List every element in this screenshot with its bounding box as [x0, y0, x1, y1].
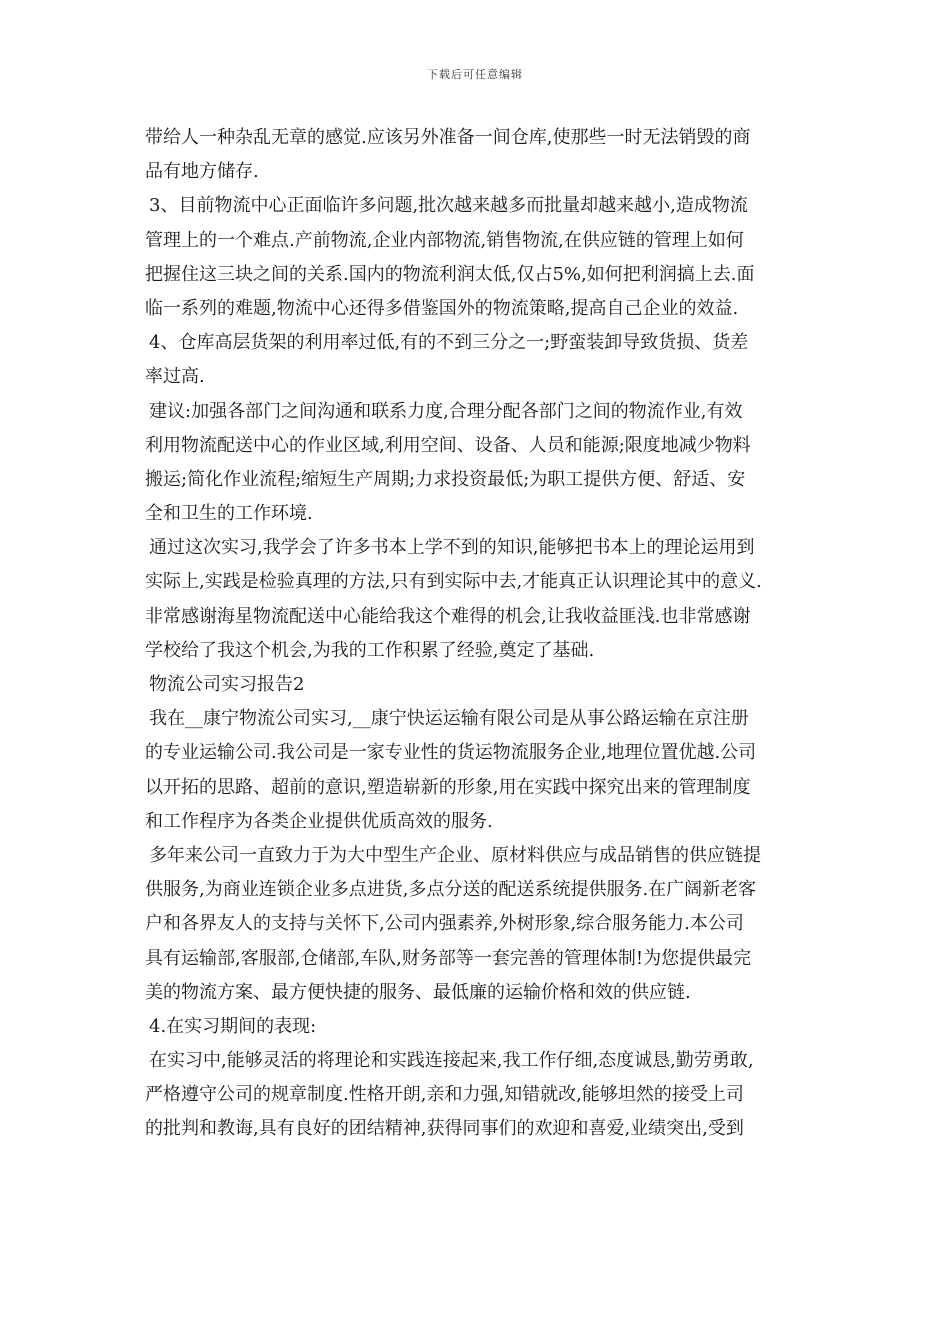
text-line: 的批判和教诲,具有良好的团结精神,获得同事们的欢迎和喜爱,业绩突出,受到: [145, 1118, 744, 1140]
text-line: 学校给了我这个机会,为我的工作积累了经验,奠定了基础.: [145, 639, 595, 661]
text-line: 多年来公司一直致力于为大中型生产企业、原材料供应与成品销售的供应链提: [149, 844, 761, 866]
text-line: 以开拓的思路、超前的意识,塑造崭新的形象,用在实践中探究出来的管理制度: [145, 776, 751, 798]
text-line: 非常感谢海星物流配送中心能给我这个难得的机会,让我收益匪浅.也非常感谢: [145, 605, 751, 627]
text-line: 严格遵守公司的规章制度.性格开朗,亲和力强,知错就改,能够坦然的接受上司: [145, 1084, 744, 1106]
text-line: 带给人一种杂乱无章的感觉.应该另外准备一间仓库,使那些一时无法销毁的商: [145, 127, 751, 148]
text-line: 搬运;简化作业流程;缩短生产周期;力求投资最低;为职工提供方便、舒适、安: [145, 468, 746, 490]
text-line: 和工作程序为各类企业提供优质高效的服务.: [145, 810, 493, 832]
text-line: 的专业运输公司.我公司是一家专业性的货运物流服务企业,地理位置优越.公司: [145, 742, 757, 764]
page-header: 下载后可任意编辑: [427, 68, 523, 81]
text-line: 实际上,实践是检验真理的方法,只有到实际中去,才能真正认识理论其中的意义.: [145, 571, 762, 593]
text-line: 美的物流方案、最方便快捷的服务、最低廉的运输价格和效的供应链.: [145, 981, 691, 1003]
text-line: 利用物流配送中心的作业区域,利用空间、设备、人员和能源;限度地减少物料: [145, 434, 751, 456]
text-line: 通过这次实习,我学会了许多书本上学不到的知识,能够把书本上的理论运用到: [149, 537, 755, 559]
text-line: 户和各界友人的支持与关怀下,公司内强素养,外树形象,综合服务能力.本公司: [145, 913, 744, 935]
text-line: 4.在实习期间的表现:: [149, 1015, 317, 1037]
text-line: 我在__康宁物流公司实习,__康宁快运运输有限公司是从事公路运输在京注册: [149, 708, 749, 730]
document-body: [145, 121, 815, 1147]
text-line: 物流公司实习报告2: [149, 674, 305, 695]
text-line: 4、仓库高层货架的利用率过低,有的不到三分之一;野蛮装卸导致货损、货差: [149, 332, 749, 354]
text-line: 全和卫生的工作环境.: [145, 503, 313, 525]
text-line: 临一系列的难题,物流中心还得多借鉴国外的物流策略,提高自己企业的效益.: [145, 297, 739, 319]
text-line: 具有运输部,客服部,仓储部,车队,财务部等一套完善的管理体制!为您提供最完: [145, 947, 752, 969]
text-line: 3、目前物流中心正面临许多问题,批次越来越多而批量却越来越小,造成物流: [149, 195, 748, 217]
text-line: 管理上的一个难点.产前物流,企业内部物流,销售物流,在供应链的管理上如何: [145, 229, 744, 251]
text-line: 建议:加强各部门之间沟通和联系力度,合理分配各部门之间的物流作业,有效: [149, 400, 743, 422]
text-line: 把握住这三块之间的关系.国内的物流利润太低,仅占5%,如何把利润搞上去.面: [145, 263, 755, 285]
text-line: 在实习中,能够灵活的将理论和实践连接起来,我工作仔细,态度诚恳,勤劳勇敢,: [149, 1050, 754, 1072]
text-line: 供服务,为商业连锁企业多点进货,多点分送的配送系统提供服务.在广阔新老客: [145, 879, 757, 901]
text-line: 率过高.: [145, 366, 205, 388]
text-line: 品有地方储存.: [145, 161, 259, 183]
